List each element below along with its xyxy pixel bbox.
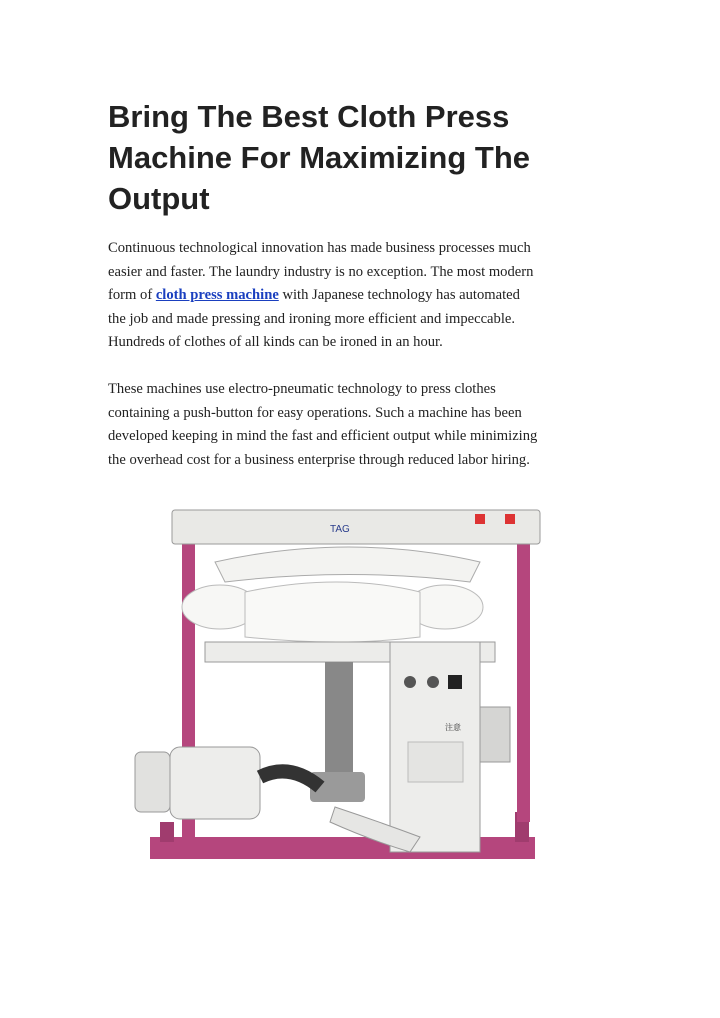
warning-sticker	[475, 514, 485, 524]
title-line-3: Output	[108, 181, 210, 216]
p1-line-1: Continuous technological innovation has made business processes much	[108, 240, 531, 256]
title-line-1: Bring The Best Cloth Press	[108, 99, 510, 134]
p1-line-4: the job and made pressing and ironing more efficient and impeccable.	[108, 310, 516, 327]
switch	[448, 675, 462, 689]
motor-cap	[135, 752, 170, 812]
push-button	[404, 676, 416, 688]
info-panel	[408, 742, 463, 782]
upper-buck	[215, 547, 480, 582]
central-column	[325, 662, 353, 782]
p2-line-4: the overhead cost for a business enterprise through reduced labor hiring.	[108, 451, 530, 468]
p1-line-2: easier and faster. The laundry industry is no exception. The most modern	[108, 263, 534, 280]
base-foot	[160, 822, 174, 842]
right-pillar	[517, 532, 530, 822]
p2-line-1: These machines use electro-pneumatic technology to press clothes	[108, 381, 496, 397]
caution-label: 注意	[445, 723, 461, 732]
cloth-press-machine-image	[120, 492, 550, 902]
cloth-press-machine-link[interactable]: cloth press machine	[155, 287, 279, 303]
p1-line-3-after: with Japanese technology has automated	[278, 287, 520, 303]
title-line-2: Machine For Maximizing The	[108, 140, 530, 175]
air-duct	[260, 771, 320, 787]
push-button	[427, 676, 439, 688]
p2-line-2: containing a push-button for easy operations. Such a machine has been	[108, 404, 522, 421]
p1-line-5: Hundreds of clothes of all kinds can be ironed in an hour.	[108, 334, 443, 350]
brand-label: TAG	[330, 524, 350, 535]
paragraph-technology	[108, 378, 608, 472]
p1-line-3-before: form of	[108, 287, 156, 303]
p2-line-3: developed keeping in mind the fast and efficient output while minimizing	[108, 428, 538, 444]
pneumatic-unit	[480, 707, 510, 762]
pressing-pad	[245, 582, 420, 642]
paragraph-intro	[108, 237, 608, 355]
page-title	[108, 96, 628, 219]
warning-sticker	[505, 514, 515, 524]
blower-motor	[170, 747, 260, 819]
